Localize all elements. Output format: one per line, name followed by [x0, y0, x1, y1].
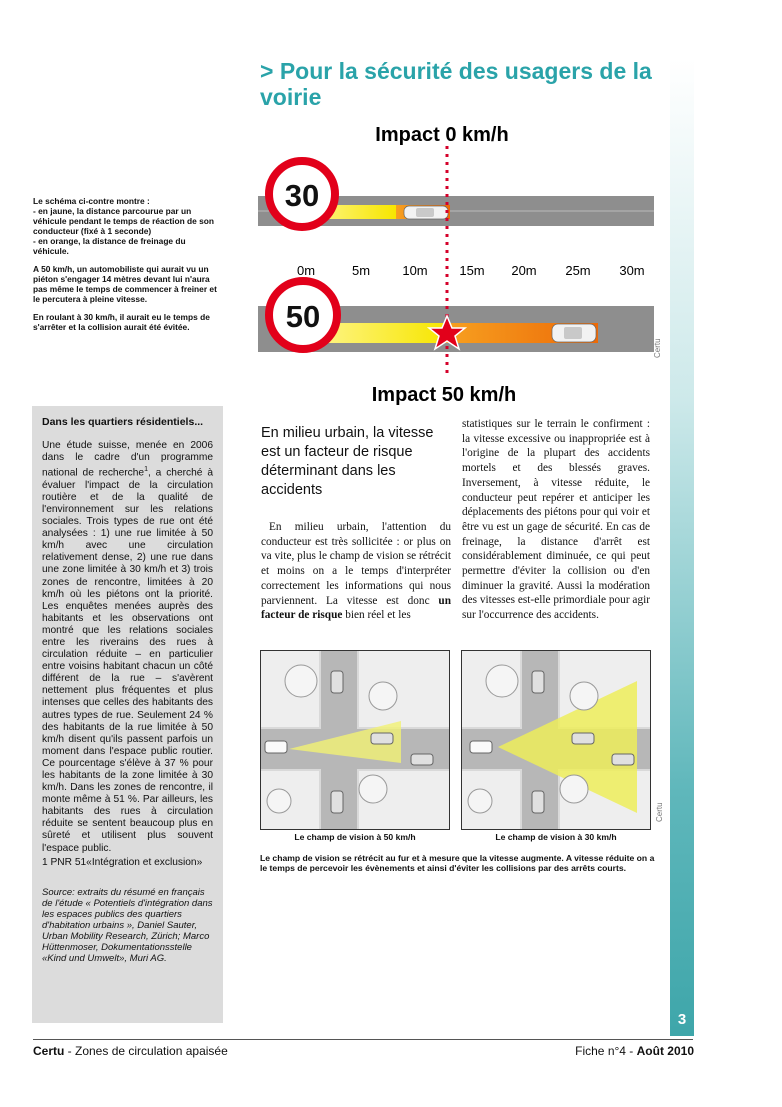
scale-tick-label: 25m: [565, 263, 591, 278]
sign-30-label: 30: [284, 178, 320, 213]
scale-tick-label: 15m: [459, 263, 485, 278]
car-50: [552, 324, 596, 342]
car-30: [404, 206, 448, 219]
emphasis-text: un facteur de risque: [261, 594, 451, 622]
stopping-distance-diagram: [256, 118, 666, 408]
footnote-marker: 1: [144, 466, 148, 474]
explanation-paragraph: En roulant à 30 km/h, il aurait eu le temps de s'arrêter et la collision aurait été évitée.: [33, 312, 210, 332]
caption-50kmh: Le champ de vision à 50 km/h: [294, 832, 416, 842]
scale-tick-label: 0m: [296, 263, 316, 278]
speed-sign-30: [269, 161, 335, 227]
box-body: Une étude suisse, menée en 2006 dans le cadre d'un programme national de recherche$^1$, a cherché à évaluer l'impact de la circulation routière et de la qualité de l'environnement sur les relations sociales. Trois types de rue ont été analysées : 1) une rue limitée à 50 km/h avec une circulation relativement dense, 2) une rue dans une zone limitée à 30 km/h et 3) trois zones de rencontre, limitées à 20 km/h où les piétons ont la priorité. Les enquêtes menées auprès des habitants et les observations ont montré que les relations sociales entre les riverains des rues à circulation réduite – en particulier entre voisins habitant chacun un côté différent de la rue – s'avèrent nettement plus fréquentes et plus intenses que celles des habitants des autres types de rue. Seulement 24 % des habitants de la rue limitée à 50 km/h disent qu'ils passent parfois un moment dans l'espace public routier. Ce pourcentage s'élève à 37 % pour les habitants de la zone limitée à 30 km/h. Dans les zones de rencontre, il monte même à 51 %. Par ailleurs, les habitants des rues à circulation réduite se sentent beaucoup plus en sûreté et utilisent plus souvent l'espace public.: [42, 440, 213, 854]
footer-brand: Certu: [33, 1044, 65, 1058]
section-subheading: En milieu urbain, la vitesse est un facteur de risque déterminant dans les accidents: [261, 425, 434, 498]
street-illustration-50: [260, 650, 450, 830]
distance-scale: [297, 263, 645, 278]
diagram-credit: Certu: [653, 338, 662, 358]
scale-tick-label: 5m: [351, 263, 371, 278]
scale-tick-label: 20m: [511, 263, 537, 278]
explanation-paragraph: Le schéma ci-contre montre : - en jaune, la distance parcourue par un véhicule pendant le temps de réaction de son conducteur (fixé à 1 seconde) - en orange, la distance de freinage du véhicule.: [33, 196, 215, 256]
figure-caption: Le champ de vision se rétrécit au fur et à mesure que la vitesse augmente. A vitesse réduite on a le temps de percevoir les évènements et ainsi d'éviter les collisions par des arrêts courts.: [260, 853, 655, 873]
page-number: 3: [677, 1011, 687, 1028]
diagram-explanation: [33, 196, 223, 340]
sign-50-label: 50: [285, 299, 321, 334]
caption-30kmh: Le champ de vision à 30 km/h: [495, 832, 617, 842]
explanation-paragraph: A 50 km/h, un automobiliste qui aurait vu un piéton s'engager 14 mètres devant lui n'aura pas même le temps de commencer à freiner et le percutera à pleine vitesse.: [33, 264, 217, 304]
box-source: Source: extraits du résumé en français de l'étude « Potentiels d'intégration dans les espaces publics des quartiers d'habitation urbains », Daniel Sauter, Urban Mobility Research, Zürich; Marco Hüttenmoser, Dokumentationsstelle «Kind und Umwelt», Muri AG.: [42, 886, 213, 964]
speed-sign-50: [269, 281, 337, 349]
impact-top-label: Impact 0 km/h: [375, 124, 509, 146]
footer-publication: Certu - Zones de circulation apaisée: [33, 1044, 228, 1058]
footer-issue: Fiche n°4 - Août 2010: [575, 1044, 694, 1058]
page-title: > Pour la sécurité des usagers de la voirie: [260, 58, 652, 110]
article-column-right: statistiques sur le terrain le confirment : la vitesse excessive ou inappropriée est à l'origine de la plupart des accidents mortels et des blessés graves. Inversement, à vitesse réduite, le conducteur peut repérer et anticiper les déplacements des piétons pour qui voir et être vu est un gage de sécurité. En cas de freinage, la distance d'arrêt est considérablement diminuée, ce qui peut permettre d'éviter la collision ou d'en diminuer la gravité. Aussi la modération des vitesses est-elle primordiale pour agir sur l'occurrence des accidents.: [462, 418, 650, 622]
residential-study-box: [32, 406, 223, 1023]
box-footnote: 1 PNR 51«Intégration et exclusion»: [42, 856, 203, 868]
scale-tick-label: 10m: [402, 263, 428, 278]
impact-bottom-label: Impact 50 km/h: [371, 384, 517, 406]
street-illustration-30: [461, 650, 651, 830]
footer-date: Août 2010: [636, 1044, 694, 1058]
article-column-left: En milieu urbain, l'attention du conducteur est très sollicitée : or plus on va vite, plus le champ de vision se rétrécit et moins on a le temps d'interpréter correctement les informations qui nous parviennent. La vitesse est donc un facteur de risque bien réel et les: [261, 521, 451, 622]
illustration-credit: Certu: [655, 802, 664, 822]
footer-divider: [33, 1039, 693, 1040]
scale-tick-label: 30m: [619, 263, 645, 278]
box-heading: Dans les quartiers résidentiels...: [42, 416, 204, 428]
sidebar-gradient-band: [670, 58, 694, 1036]
